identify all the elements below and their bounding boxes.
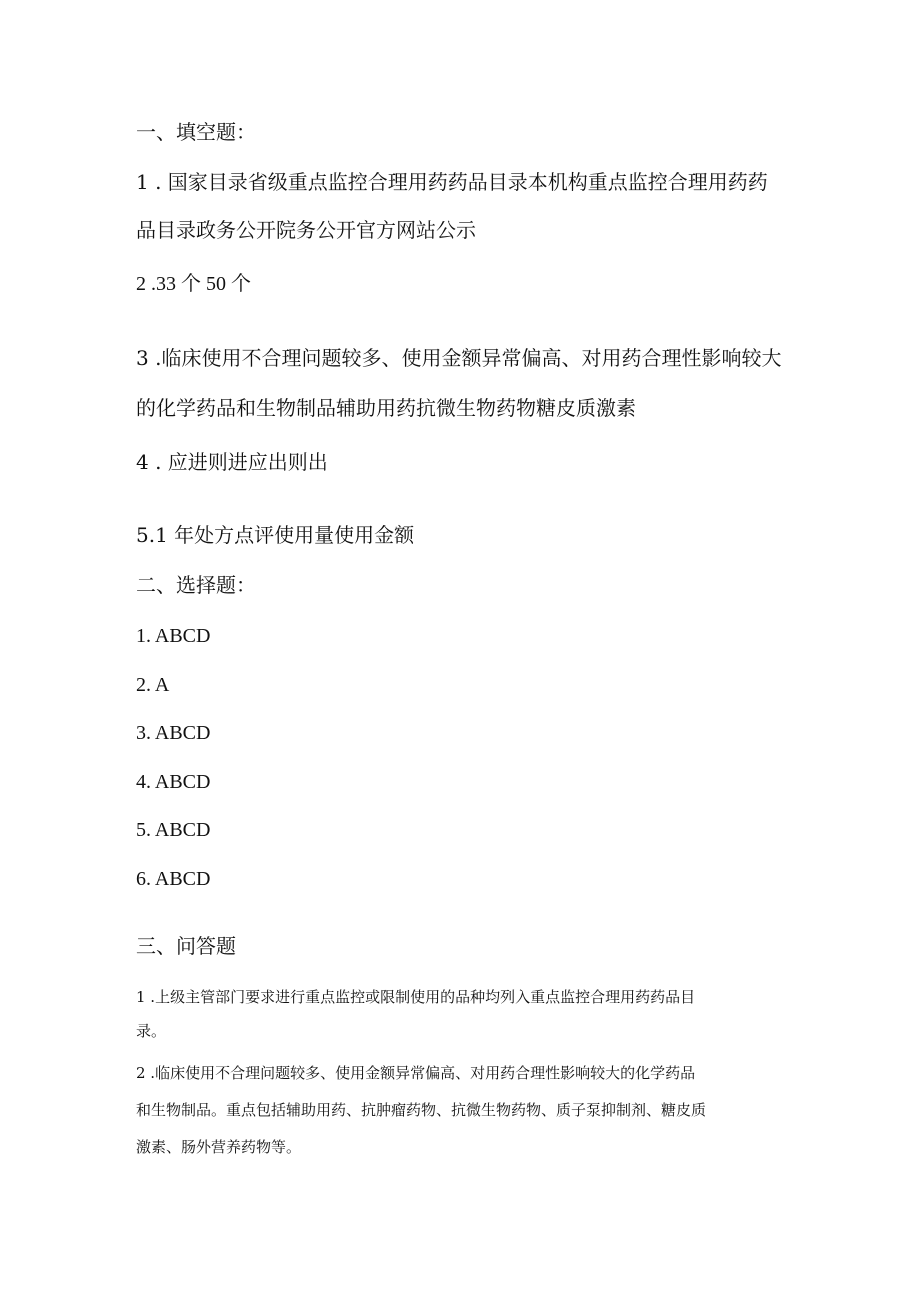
fill-blank-answer-1-line-1: 1 . 国家目录省级重点监控合理用药药品目录本机构重点监控合理用药药 (136, 170, 768, 194)
qa-heading: 三、问答题 (136, 934, 236, 958)
fill-blank-heading: 一、填空题： (136, 120, 256, 144)
fill-blank-answer-4: 4 . 应进则进应出则出 (136, 450, 328, 474)
choice-answer-5: 5. ABCD (136, 819, 211, 841)
qa-answer-2-line-1: 2 .临床使用不合理问题较多、使用金额异常偏高、对用药合理性影响较大的化学药品 (136, 1064, 696, 1082)
choice-answer-2: 2. A (136, 674, 170, 696)
choice-answer-4: 4. ABCD (136, 771, 211, 793)
fill-blank-answer-2: 2 .33 个 50 个 (136, 273, 251, 295)
fill-blank-answer-1-line-2: 品目录政务公开院务公开官方网站公示 (136, 218, 476, 242)
fill-blank-answer-3-line-1: 3 .临床使用不合理问题较多、使用金额异常偏高、对用药合理性影响较大 (136, 346, 782, 370)
qa-answer-2-line-3: 激素、肠外营养药物等。 (136, 1138, 302, 1156)
fill-blank-answer-3-line-2: 的化学药品和生物制品辅助用药抗微生物药物糖皮质激素 (136, 396, 636, 420)
choice-answer-1: 1. ABCD (136, 625, 211, 647)
choice-heading: 二、选择题： (136, 573, 256, 597)
qa-answer-1-line-1: 1 .上级主管部门要求进行重点监控或限制使用的品种均列入重点监控合理用药药品目 (136, 988, 696, 1006)
fill-blank-answer-5: 5.1 年处方点评使用量使用金额 (136, 523, 415, 547)
qa-answer-2-line-2: 和生物制品。重点包括辅助用药、抗肿瘤药物、抗微生物药物、质子泵抑制剂、糖皮质 (136, 1101, 707, 1119)
choice-answer-6: 6. ABCD (136, 868, 211, 890)
choice-answer-3: 3. ABCD (136, 722, 211, 744)
qa-answer-1-line-2: 录。 (136, 1022, 167, 1040)
